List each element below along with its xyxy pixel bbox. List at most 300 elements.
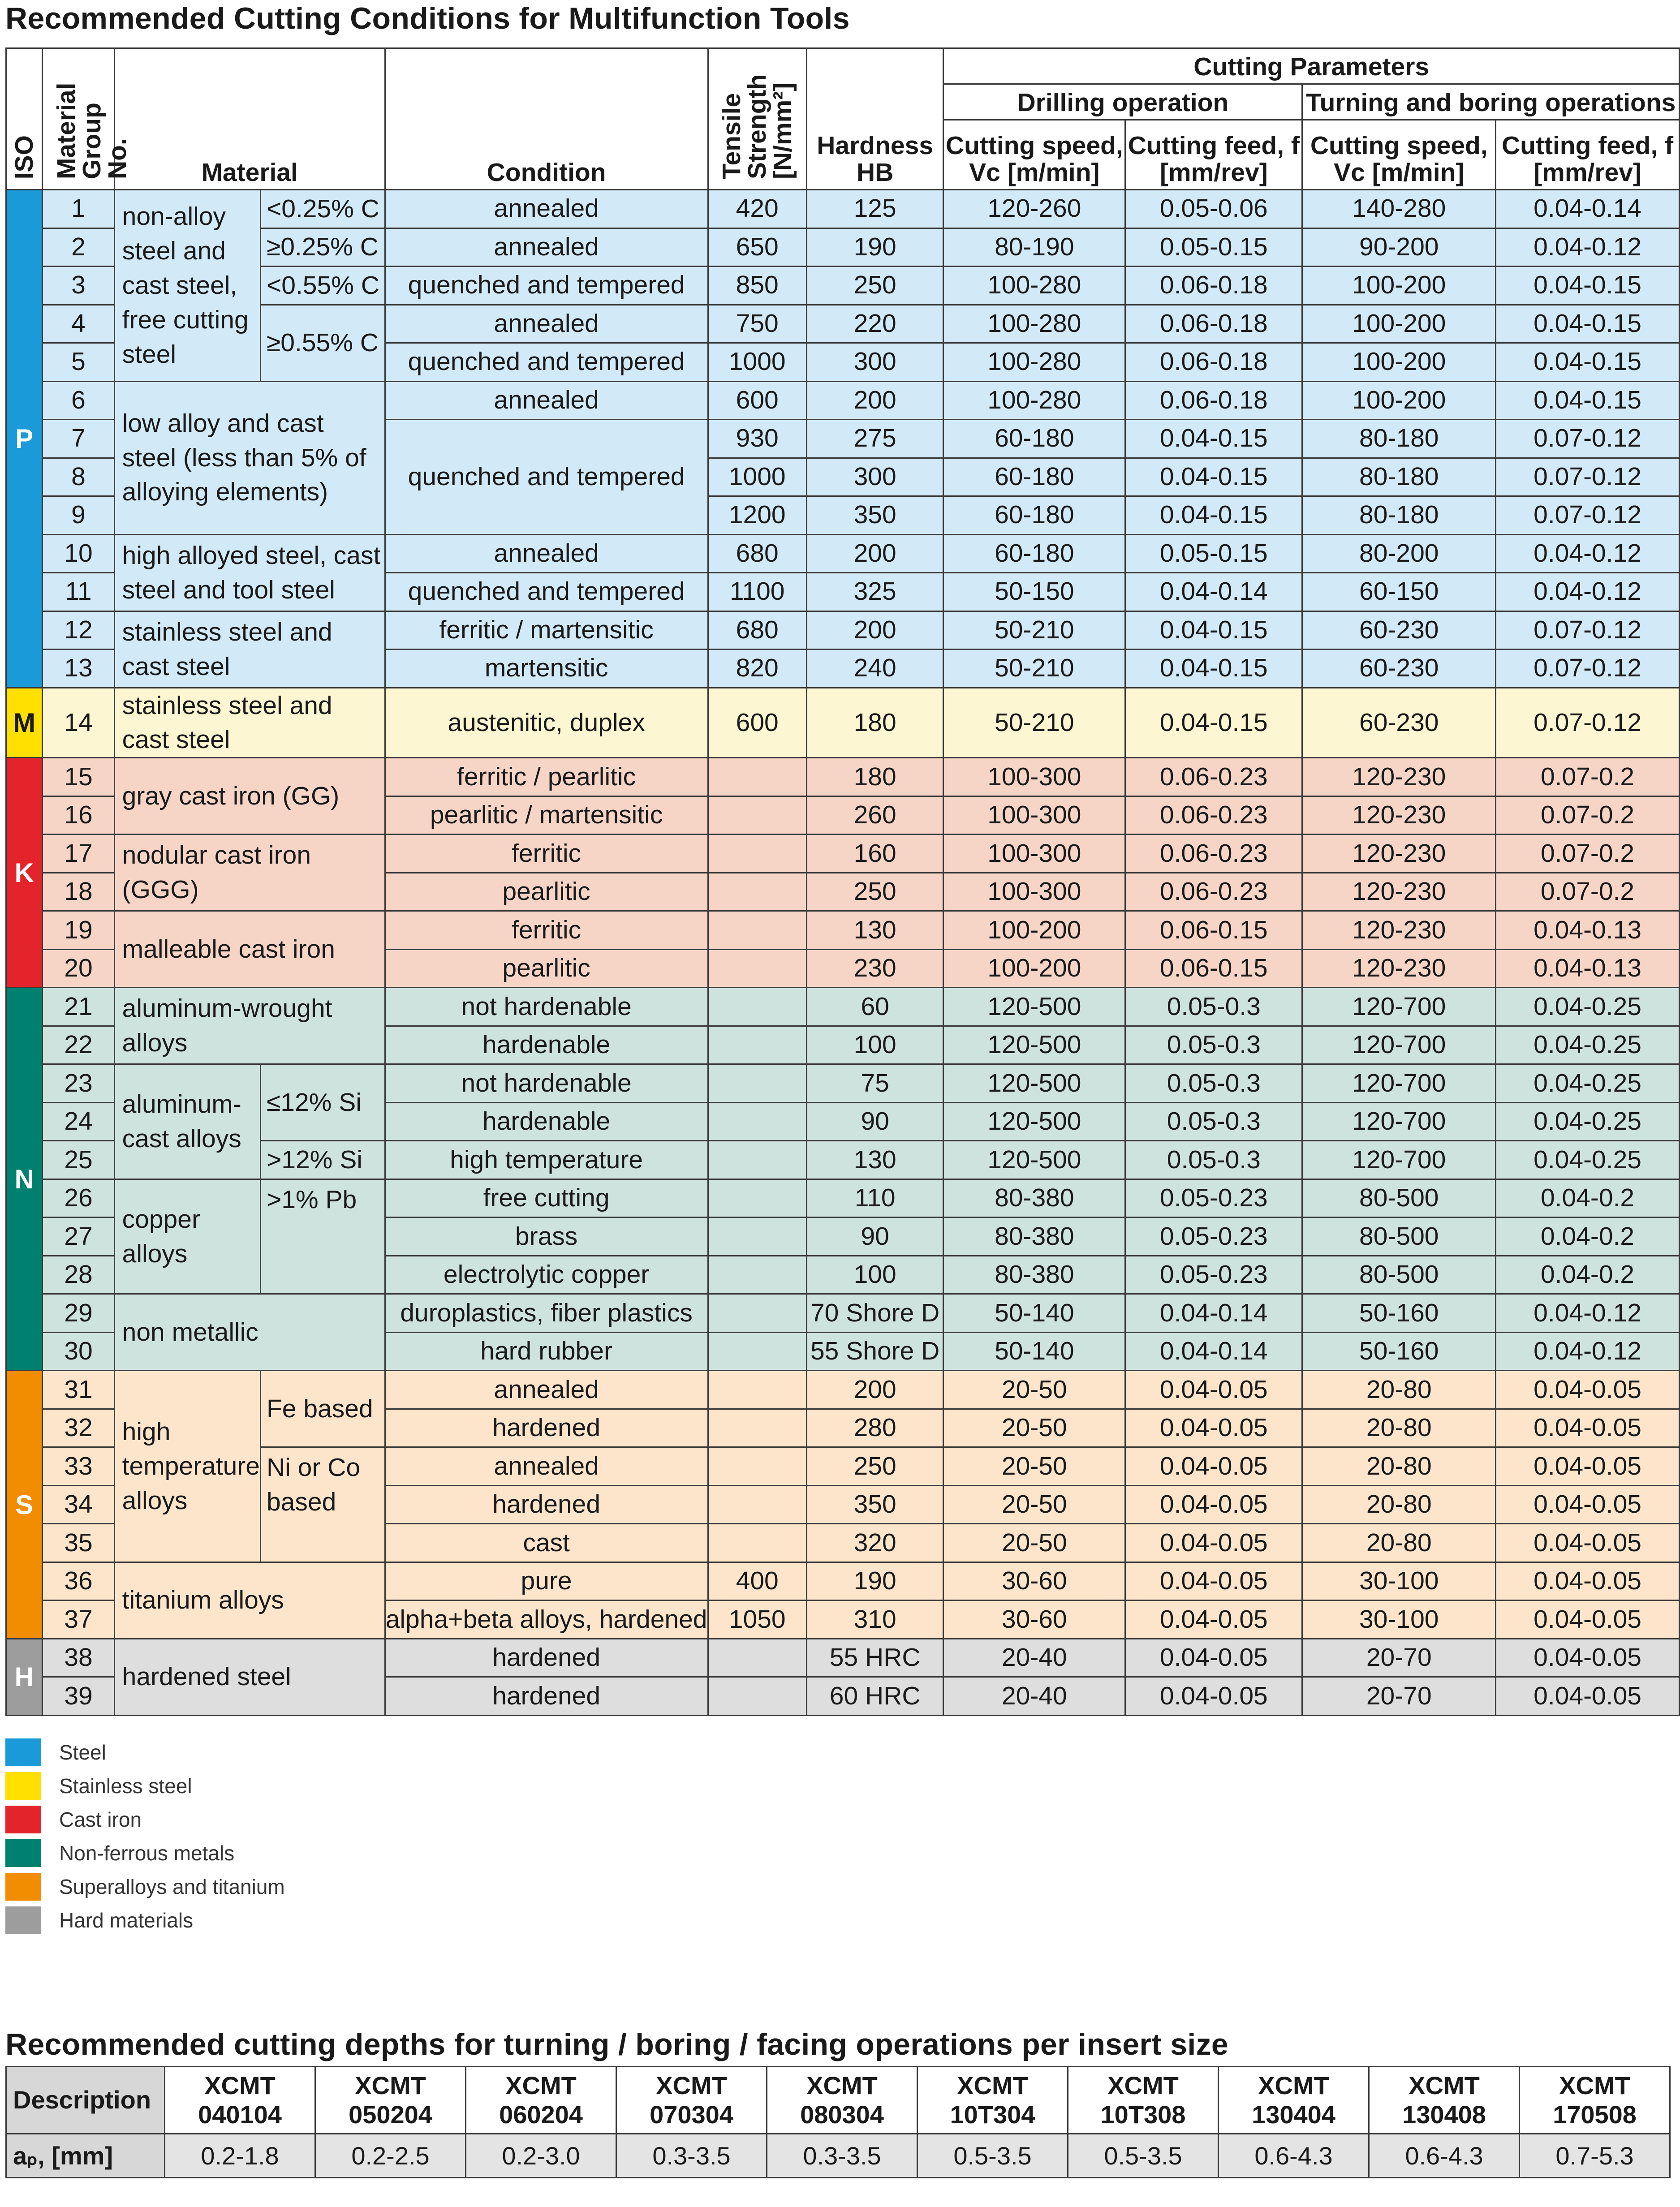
turn-speed-cell: 120-700 [1302, 1026, 1496, 1064]
drill-speed-cell: 20-50 [943, 1409, 1125, 1447]
hardness-cell: 190 [806, 228, 943, 267]
drill-feed-cell: 0.05-0.23 [1125, 1218, 1302, 1256]
turn-speed-cell: 80-200 [1302, 534, 1496, 573]
group-no-cell: 33 [43, 1447, 114, 1486]
turn-feed-cell: 0.04-0.15 [1496, 267, 1680, 305]
group-no-cell: 1 [43, 190, 114, 228]
turn-feed-cell: 0.04-0.05 [1496, 1562, 1680, 1600]
condition-cell: quenched and tempered [385, 573, 708, 611]
turn-speed-cell: 60-230 [1302, 611, 1496, 650]
drill-feed-cell: 0.04-0.05 [1125, 1562, 1302, 1600]
insert-header: XCMT 10T308 [1068, 2067, 1219, 2134]
material-subtype-cell: Ni or Co based [260, 1447, 385, 1562]
group-no-cell: 35 [43, 1524, 114, 1562]
condition-cell: annealed [385, 228, 708, 267]
drill-speed-cell: 100-300 [943, 835, 1125, 873]
turn-feed-cell: 0.04-0.05 [1496, 1409, 1680, 1447]
drill-speed-cell: 120-500 [943, 1102, 1125, 1141]
hardness-cell: 55 HRC [806, 1639, 943, 1677]
material-cell: high temperature alloys [114, 1371, 260, 1562]
table-row [6, 190, 1680, 228]
turn-feed-cell: 0.07-0.2 [1496, 835, 1680, 873]
insert-header: XCMT 170508 [1520, 2067, 1670, 2134]
turn-speed-cell: 120-700 [1302, 1141, 1496, 1179]
hardness-cell: 60 [806, 988, 943, 1026]
table-row [6, 1371, 1680, 1409]
group-no-cell: 9 [43, 496, 114, 535]
material-cell: high alloyed steel, cast steel and tool steel [114, 534, 385, 611]
legend-label: Cast iron [59, 1807, 142, 1831]
turn-speed-cell: 60-150 [1302, 573, 1496, 611]
drilling-speed-header: Cutting speed, Vc [m/min] [943, 120, 1125, 190]
material-cell: non metallic [114, 1294, 385, 1371]
ap-value-cell: 0.6-4.3 [1219, 2134, 1369, 2178]
turn-speed-cell: 60-230 [1302, 650, 1496, 688]
material-cell: aluminum-cast alloys [114, 1064, 260, 1179]
turn-speed-cell: 100-200 [1302, 305, 1496, 343]
turn-speed-cell: 120-700 [1302, 1064, 1496, 1103]
condition-cell: free cutting [385, 1179, 708, 1218]
tensile-cell: 1100 [708, 573, 806, 611]
hardness-cell: 110 [806, 1179, 943, 1218]
drill-feed-cell: 0.04-0.05 [1125, 1639, 1302, 1677]
material-header: Material [114, 48, 385, 190]
hardness-cell: 275 [806, 420, 943, 458]
legend-item [5, 1903, 285, 1937]
hardness-cell: 300 [806, 343, 943, 382]
turn-speed-cell: 100-200 [1302, 267, 1496, 305]
turn-speed-cell: 100-200 [1302, 381, 1496, 420]
turn-speed-cell: 120-230 [1302, 758, 1496, 796]
material-cell: stainless steel and cast steel [114, 611, 385, 688]
insert-header: XCMT 070304 [616, 2067, 767, 2134]
group-no-cell: 3 [43, 267, 114, 305]
turn-speed-cell: 20-80 [1302, 1371, 1496, 1409]
turn-feed-cell: 0.07-0.12 [1496, 496, 1680, 535]
tensile-cell [708, 1294, 806, 1333]
hardness-cell: 75 [806, 1064, 943, 1103]
turn-feed-cell: 0.07-0.12 [1496, 611, 1680, 650]
tensile-cell: 420 [708, 190, 806, 228]
turn-feed-cell: 0.04-0.12 [1496, 534, 1680, 573]
hardness-cell: 70 Shore D [806, 1294, 943, 1333]
hardness-cell: 200 [806, 381, 943, 420]
group-no-cell: 15 [43, 758, 114, 796]
legend-label: Hard materials [59, 1908, 194, 1932]
hardness-header: Hardness HB [806, 48, 943, 190]
drill-speed-cell: 50-210 [943, 611, 1125, 650]
drill-feed-cell: 0.04-0.15 [1125, 611, 1302, 650]
material-cell: aluminum-wrought alloys [114, 988, 385, 1064]
drill-feed-cell: 0.06-0.18 [1125, 343, 1302, 382]
drill-speed-cell: 100-280 [943, 381, 1125, 420]
drill-feed-cell: 0.06-0.15 [1125, 911, 1302, 950]
hardness-cell: 130 [806, 911, 943, 950]
condition-cell: alpha+beta alloys, hardened [385, 1600, 708, 1639]
tensile-cell: 1000 [708, 458, 806, 496]
legend-label: Non-ferrous metals [59, 1841, 235, 1865]
legend-label: Steel [59, 1740, 106, 1764]
drill-feed-cell: 0.06-0.23 [1125, 873, 1302, 911]
iso-p-tab: P [6, 190, 43, 688]
turn-feed-cell: 0.04-0.05 [1496, 1524, 1680, 1562]
turn-feed-cell: 0.04-0.12 [1496, 1332, 1680, 1371]
group-no-cell: 20 [43, 949, 114, 988]
condition-cell: ferritic / martensitic [385, 611, 708, 650]
tensile-cell: 680 [708, 534, 806, 573]
condition-cell: pure [385, 1562, 708, 1600]
group-no-cell: 29 [43, 1294, 114, 1333]
group-no-cell: 14 [43, 688, 114, 758]
turn-feed-cell: 0.04-0.25 [1496, 1064, 1680, 1103]
turn-speed-cell: 80-180 [1302, 496, 1496, 535]
drill-feed-cell: 0.04-0.05 [1125, 1485, 1302, 1524]
drill-speed-cell: 100-280 [943, 305, 1125, 343]
drill-speed-cell: 20-50 [943, 1371, 1125, 1409]
turn-speed-cell: 100-200 [1302, 343, 1496, 382]
tensile-cell: 600 [708, 381, 806, 420]
hardness-cell: 325 [806, 573, 943, 611]
group-no-cell: 17 [43, 835, 114, 873]
material-cell: copper alloys [114, 1179, 260, 1294]
drill-feed-cell: 0.04-0.15 [1125, 650, 1302, 688]
hardness-cell: 320 [806, 1524, 943, 1562]
table-row [6, 988, 1680, 1026]
hardness-cell: 350 [806, 496, 943, 535]
turn-feed-cell: 0.04-0.25 [1496, 1141, 1680, 1179]
condition-cell: hardened [385, 1409, 708, 1447]
condition-cell: annealed [385, 1371, 708, 1409]
hardness-cell: 250 [806, 1447, 943, 1486]
tensile-cell: 750 [708, 305, 806, 343]
ap-value-cell: 0.6-4.3 [1369, 2134, 1520, 2178]
ap-label: aₚ, [mm] [6, 2134, 165, 2178]
drill-feed-cell: 0.04-0.15 [1125, 496, 1302, 535]
turn-speed-cell: 120-230 [1302, 835, 1496, 873]
tensile-cell [708, 1064, 806, 1103]
drill-speed-cell: 80-380 [943, 1179, 1125, 1218]
drill-speed-cell: 50-210 [943, 650, 1125, 688]
material-subtype-cell: <0.25% C [260, 190, 385, 228]
condition-cell: ferritic [385, 911, 708, 950]
condition-cell: ferritic [385, 835, 708, 873]
turn-speed-cell: 80-500 [1302, 1256, 1496, 1294]
drill-feed-cell: 0.05-0.3 [1125, 1064, 1302, 1103]
hardness-cell: 260 [806, 796, 943, 835]
hardness-cell: 190 [806, 1562, 943, 1600]
drill-speed-cell: 60-180 [943, 534, 1125, 573]
group-no-cell: 25 [43, 1141, 114, 1179]
iso-k-tab: K [6, 758, 43, 988]
condition-cell: high temperature [385, 1141, 708, 1179]
drill-speed-cell: 100-280 [943, 267, 1125, 305]
drill-speed-cell: 20-50 [943, 1524, 1125, 1562]
condition-cell: hard rubber [385, 1332, 708, 1371]
condition-cell: electrolytic copper [385, 1256, 708, 1294]
drill-feed-cell: 0.06-0.15 [1125, 949, 1302, 988]
ap-value-cell: 0.7-5.3 [1520, 2134, 1670, 2178]
material-cell: hardened steel [114, 1639, 385, 1715]
group-no-cell: 34 [43, 1485, 114, 1524]
hardness-cell: 90 [806, 1218, 943, 1256]
hardness-cell: 125 [806, 190, 943, 228]
turn-speed-cell: 120-230 [1302, 911, 1496, 950]
ap-value-cell: 0.5-3.5 [918, 2134, 1068, 2178]
drill-speed-cell: 50-210 [943, 688, 1125, 758]
turn-speed-cell: 120-230 [1302, 949, 1496, 988]
drill-feed-cell: 0.06-0.18 [1125, 305, 1302, 343]
turn-feed-cell: 0.07-0.12 [1496, 458, 1680, 496]
turn-feed-cell: 0.04-0.15 [1496, 381, 1680, 420]
table-row [6, 1562, 1680, 1600]
hardness-cell: 200 [806, 1371, 943, 1409]
turn-feed-cell: 0.07-0.12 [1496, 688, 1680, 758]
depth-title: Recommended cutting depths for turning / boring / facing operations per insert size [5, 2027, 1229, 2061]
turn-speed-cell: 50-160 [1302, 1332, 1496, 1371]
drill-speed-cell: 20-50 [943, 1447, 1125, 1486]
drill-feed-cell: 0.05-0.23 [1125, 1256, 1302, 1294]
turn-speed-cell: 120-700 [1302, 1102, 1496, 1141]
group-no-cell: 13 [43, 650, 114, 688]
legend [5, 1735, 285, 1937]
material-cell: stainless steel and cast steel [114, 688, 385, 758]
tensile-cell [708, 796, 806, 835]
turn-speed-cell: 20-70 [1302, 1677, 1496, 1716]
drill-feed-cell: 0.04-0.14 [1125, 1294, 1302, 1333]
turn-speed-cell: 20-80 [1302, 1485, 1496, 1524]
table-row [6, 1064, 1680, 1103]
legend-item [5, 1870, 285, 1903]
tensile-cell [708, 1485, 806, 1524]
tensile-cell [708, 1141, 806, 1179]
turn-feed-cell: 0.04-0.15 [1496, 305, 1680, 343]
cutting-parameters-header: Cutting Parameters [943, 48, 1680, 84]
condition-cell: quenched and tempered [385, 267, 708, 305]
hardness-cell: 130 [806, 1141, 943, 1179]
group-no-cell: 11 [43, 573, 114, 611]
drill-feed-cell: 0.05-0.3 [1125, 1026, 1302, 1064]
drill-feed-cell: 0.04-0.14 [1125, 573, 1302, 611]
group-no-cell: 28 [43, 1256, 114, 1294]
condition-cell: quenched and tempered [385, 420, 708, 535]
drill-feed-cell: 0.04-0.05 [1125, 1409, 1302, 1447]
condition-header: Condition [385, 48, 708, 190]
turn-feed-cell: 0.04-0.05 [1496, 1600, 1680, 1639]
condition-cell: duroplastics, fiber plastics [385, 1294, 708, 1333]
condition-cell: hardenable [385, 1102, 708, 1141]
drill-speed-cell: 80-380 [943, 1218, 1125, 1256]
drill-speed-cell: 50-140 [943, 1294, 1125, 1333]
table-row [6, 688, 1680, 758]
turn-speed-cell: 80-180 [1302, 458, 1496, 496]
cutting-depth-table [5, 2066, 1671, 2178]
tensile-cell [708, 949, 806, 988]
condition-cell: annealed [385, 190, 708, 228]
drill-feed-cell: 0.04-0.05 [1125, 1600, 1302, 1639]
tensile-cell: 680 [708, 611, 806, 650]
drill-feed-cell: 0.05-0.06 [1125, 190, 1302, 228]
hardness-cell: 250 [806, 873, 943, 911]
drill-speed-cell: 50-150 [943, 573, 1125, 611]
hardness-cell: 180 [806, 758, 943, 796]
drill-feed-cell: 0.05-0.23 [1125, 1179, 1302, 1218]
group-no-cell: 36 [43, 1562, 114, 1600]
turn-speed-cell: 60-230 [1302, 688, 1496, 758]
condition-cell: brass [385, 1218, 708, 1256]
drill-speed-cell: 120-500 [943, 988, 1125, 1026]
tensile-cell [708, 1447, 806, 1486]
turn-feed-cell: 0.04-0.12 [1496, 228, 1680, 267]
tensile-cell [708, 1256, 806, 1294]
insert-header: XCMT 060204 [466, 2067, 616, 2134]
drill-speed-cell: 80-190 [943, 228, 1125, 267]
iso-h-tab: H [6, 1639, 43, 1715]
legend-item [5, 1803, 285, 1836]
insert-header: XCMT 050204 [315, 2067, 466, 2134]
turn-feed-cell: 0.07-0.2 [1496, 796, 1680, 835]
condition-cell: austenitic, duplex [385, 688, 708, 758]
group-no-cell: 19 [43, 911, 114, 950]
condition-cell: not hardenable [385, 988, 708, 1026]
hardness-cell: 220 [806, 305, 943, 343]
drill-feed-cell: 0.04-0.05 [1125, 1524, 1302, 1562]
hardness-cell: 100 [806, 1256, 943, 1294]
iso-m-tab: M [6, 688, 43, 758]
material-subtype-cell: >12% Si [260, 1141, 385, 1179]
drill-speed-cell: 50-140 [943, 1332, 1125, 1371]
insert-header: XCMT 040104 [165, 2067, 315, 2134]
drill-feed-cell: 0.04-0.05 [1125, 1677, 1302, 1716]
table-row [6, 1179, 1680, 1218]
group-no-cell: 22 [43, 1026, 114, 1064]
condition-cell: quenched and tempered [385, 343, 708, 382]
group-no-cell: 39 [43, 1677, 114, 1716]
tensile-cell [708, 1218, 806, 1256]
tensile-cell [708, 873, 806, 911]
drill-feed-cell: 0.06-0.18 [1125, 267, 1302, 305]
turn-feed-cell: 0.04-0.14 [1496, 190, 1680, 228]
hardness-cell: 60 HRC [806, 1677, 943, 1716]
tensile-cell [708, 1639, 806, 1677]
hardness-cell: 300 [806, 458, 943, 496]
drill-feed-cell: 0.06-0.23 [1125, 758, 1302, 796]
material-subtype-cell: ≤12% Si [260, 1064, 385, 1141]
drilling-header: Drilling operation [943, 84, 1302, 120]
material-cell: low alloy and cast steel (less than 5% of alloying elements) [114, 381, 385, 534]
drill-speed-cell: 60-180 [943, 458, 1125, 496]
drill-feed-cell: 0.05-0.15 [1125, 228, 1302, 267]
group-no-cell: 18 [43, 873, 114, 911]
tensile-cell: 820 [708, 650, 806, 688]
condition-cell: annealed [385, 305, 708, 343]
drill-speed-cell: 120-500 [943, 1064, 1125, 1103]
condition-cell: ferritic / pearlitic [385, 758, 708, 796]
hardness-cell: 280 [806, 1409, 943, 1447]
turn-feed-cell: 0.04-0.25 [1496, 1102, 1680, 1141]
turn-feed-cell: 0.07-0.12 [1496, 650, 1680, 688]
turn-feed-cell: 0.04-0.2 [1496, 1256, 1680, 1294]
legend-item [5, 1836, 285, 1870]
hardness-cell: 230 [806, 949, 943, 988]
tensile-cell: 650 [708, 228, 806, 267]
drill-speed-cell: 100-300 [943, 796, 1125, 835]
turn-feed-cell: 0.07-0.12 [1496, 420, 1680, 458]
group-no-cell: 37 [43, 1600, 114, 1639]
turn-speed-cell: 20-70 [1302, 1639, 1496, 1677]
drill-feed-cell: 0.06-0.23 [1125, 796, 1302, 835]
insert-header: XCMT 130404 [1219, 2067, 1369, 2134]
turn-speed-cell: 20-80 [1302, 1409, 1496, 1447]
group-no-cell: 12 [43, 611, 114, 650]
material-subtype-cell: Fe based [260, 1371, 385, 1447]
material-cell: malleable cast iron [114, 911, 385, 988]
legend-item [5, 1735, 285, 1769]
turn-feed-cell: 0.07-0.2 [1496, 758, 1680, 796]
turn-feed-cell: 0.04-0.2 [1496, 1179, 1680, 1218]
group-no-cell: 24 [43, 1102, 114, 1141]
drill-speed-cell: 30-60 [943, 1600, 1125, 1639]
tensile-cell: 1050 [708, 1600, 806, 1639]
turn-feed-cell: 0.04-0.25 [1496, 988, 1680, 1026]
condition-cell: martensitic [385, 650, 708, 688]
table-row [6, 835, 1680, 873]
group-no-cell: 27 [43, 1218, 114, 1256]
group-no-cell: 38 [43, 1639, 114, 1677]
legend-swatch [5, 1806, 41, 1833]
tensile-cell: 1000 [708, 343, 806, 382]
drill-feed-cell: 0.04-0.05 [1125, 1371, 1302, 1409]
hardness-cell: 55 Shore D [806, 1332, 943, 1371]
turn-speed-cell: 50-160 [1302, 1294, 1496, 1333]
insert-header: XCMT 130408 [1369, 2067, 1520, 2134]
table-row [6, 758, 1680, 796]
turn-speed-cell: 120-230 [1302, 796, 1496, 835]
tensile-cell: 850 [708, 267, 806, 305]
ap-value-cell: 0.3-3.5 [616, 2134, 767, 2178]
group-no-cell: 7 [43, 420, 114, 458]
turn-feed-cell: 0.04-0.05 [1496, 1447, 1680, 1486]
group-no-cell: 31 [43, 1371, 114, 1409]
drill-feed-cell: 0.04-0.15 [1125, 688, 1302, 758]
table-row [6, 381, 1680, 420]
drill-feed-cell: 0.05-0.3 [1125, 1102, 1302, 1141]
drill-feed-cell: 0.05-0.3 [1125, 988, 1302, 1026]
hardness-cell: 240 [806, 650, 943, 688]
ap-value-cell: 0.2-1.8 [165, 2134, 315, 2178]
hardness-cell: 200 [806, 534, 943, 573]
tensile-cell [708, 1332, 806, 1371]
drill-speed-cell: 20-40 [943, 1639, 1125, 1677]
material-cell: non-alloy steel and cast steel, free cutting steel [114, 190, 260, 382]
turn-speed-cell: 80-500 [1302, 1218, 1496, 1256]
legend-swatch [5, 1738, 41, 1766]
material-cell: titanium alloys [114, 1562, 385, 1639]
drill-speed-cell: 100-200 [943, 949, 1125, 988]
group-no-cell: 4 [43, 305, 114, 343]
material-subtype-cell: >1% Pb [260, 1179, 385, 1294]
group-no-cell: 5 [43, 343, 114, 382]
turn-feed-cell: 0.04-0.13 [1496, 949, 1680, 988]
tensile-cell [708, 988, 806, 1026]
ap-value-cell: 0.2-3.0 [466, 2134, 616, 2178]
group-no-cell: 2 [43, 228, 114, 267]
turn-speed-cell: 80-180 [1302, 420, 1496, 458]
turning-header: Turning and boring operations [1302, 84, 1680, 120]
group-no-cell: 21 [43, 988, 114, 1026]
table-row [6, 1294, 1680, 1333]
table-row [6, 534, 1680, 573]
group-no-cell: 10 [43, 534, 114, 573]
